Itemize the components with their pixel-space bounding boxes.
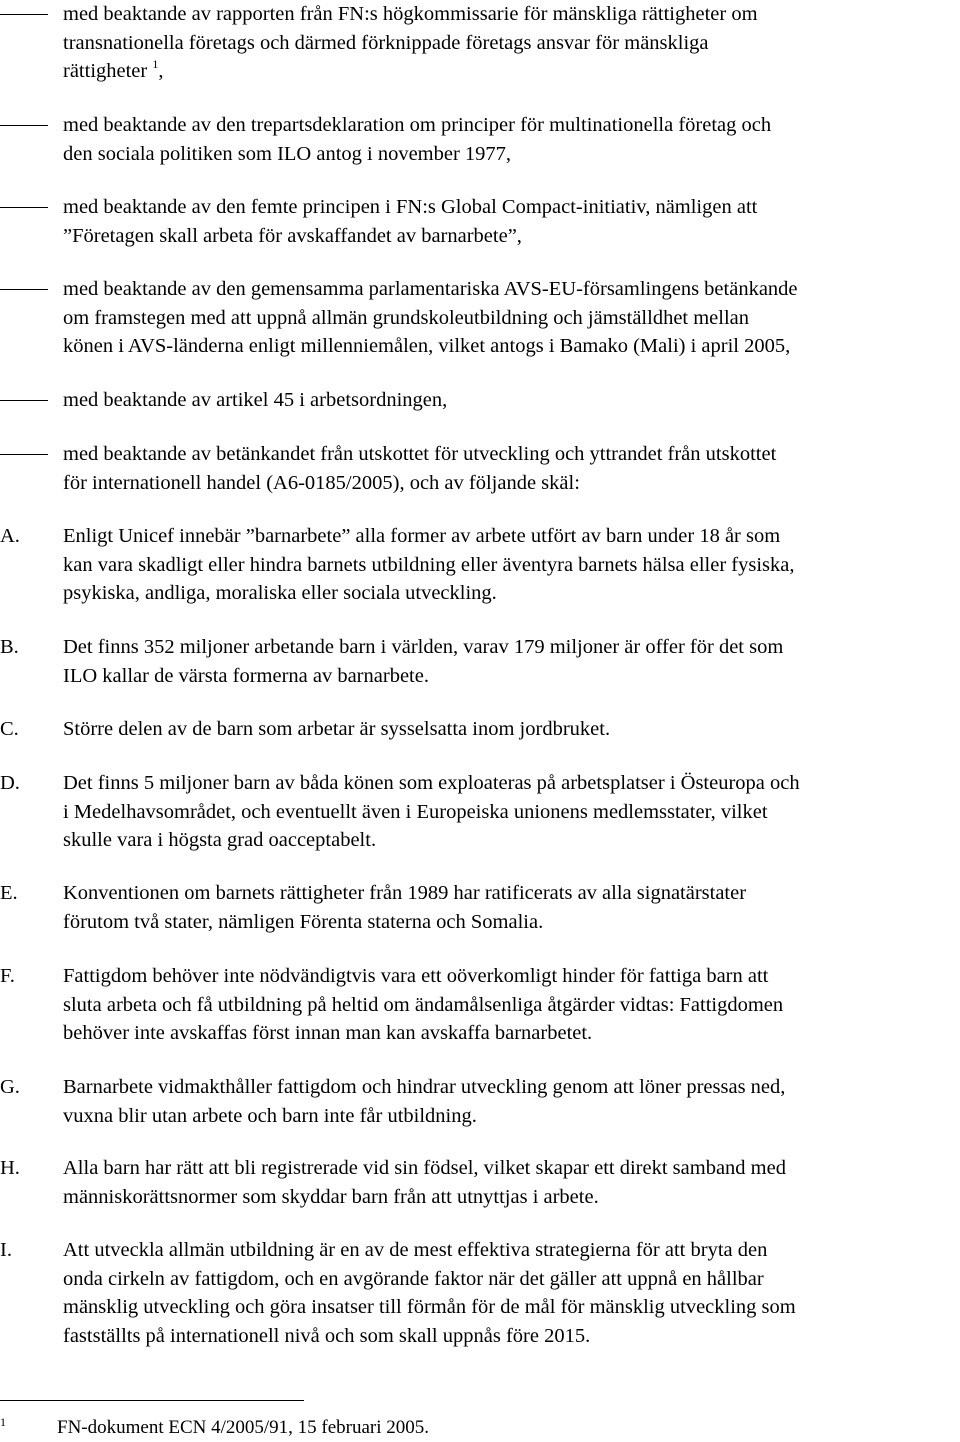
dash-marker [0, 207, 48, 208]
consideration-text: Alla barn har rätt att bli registrerade vid sin födsel, vilket skapar ett direkt samband med människorättsnormer som skyddar barn från att utnyttjas i arbete. [63, 1157, 786, 1208]
consideration-letter: I. [0, 1239, 12, 1261]
recital-text: med beaktande av den trepartsdeklaration om principer för multinationella företag och den sociala politiken som ILO antog i november 1977, [63, 114, 772, 165]
consideration-text: Större delen av de barn som arbetar är sysselsatta inom jordbruket. [63, 718, 611, 740]
consideration-letter: D. [0, 772, 20, 794]
dash-marker [0, 400, 48, 401]
consideration-letter: G. [0, 1076, 20, 1098]
consideration-letter: H. [0, 1157, 20, 1179]
consideration-text: Fattigdom behöver inte nödvändigtvis vara ett oöverkomligt hinder för fattiga barn att sluta arbeta och få utbildning på heltid om ändamålsenliga åtgärder vidtas: Fattigdomen behöver inte avskaffas först innan man kan avskaffa barnarbetet. [63, 965, 784, 1044]
recital-text: med beaktande av den gemensamma parlamentariska AVS-EU-församlingens betänkande om framstegen med att uppnå allmän grundskoleutbildning och jämställdhet mellan könen i AVS-länderna enligt millenniemålen, vilket antogs i Bamako (Mali) i april 2005, [63, 278, 798, 357]
dash-marker [0, 289, 48, 290]
recital-text: med beaktande av artikel 45 i arbetsordningen, [63, 389, 448, 411]
consideration-letter: E. [0, 882, 18, 904]
consideration-text: Att utveckla allmän utbildning är en av de mest effektiva strategierna för att bryta den onda cirkeln av fattigdom, och en avgörande faktor när det gäller att uppnå en hållbar mänsklig utveckling och göra insatser till förmån för de mål för mänsklig utveckling som fastställts på internationell nivå och som skall uppnås före 2015. [63, 1239, 796, 1347]
dash-marker [0, 454, 48, 455]
recital-text: med beaktande av den femte principen i FN:s Global Compact-initiativ, nämligen att ”Företagen skall arbeta för avskaffandet av barnarbete”, [63, 196, 758, 247]
consideration-letter: A. [0, 525, 20, 547]
footnote-text: FN-dokument ECN 4/2005/91, 15 februari 2005. [57, 1417, 430, 1438]
footnote-number: 1 [0, 1415, 6, 1429]
consideration-text: Det finns 352 miljoner arbetande barn i världen, varav 179 miljoner är offer för det som ILO kallar de värsta formerna av barnarbete. [63, 636, 784, 687]
consideration-letter: C. [0, 718, 19, 740]
consideration-letter: F. [0, 965, 15, 987]
consideration-letter: B. [0, 636, 19, 658]
consideration-text: Konventionen om barnets rättigheter från 1989 har ratificerats av alla signatärstater förutom två stater, nämligen Förenta staterna och Somalia. [63, 882, 747, 933]
recital-text: med beaktande av betänkandet från utskottet för utveckling och yttrandet från utskottet för internationell handel (A6-0185/2005), och av följande skäl: [63, 443, 777, 494]
consideration-text: Enligt Unicef innebär ”barnarbete” alla former av arbete utfört av barn under 18 år som kan vara skadligt eller hindra barnets utbildning eller äventyra barnets hälsa eller fysiska, psykiska, andliga, moraliska eller sociala utveckling. [63, 525, 795, 604]
footnote-reference[interactable]: 1 [152, 57, 159, 71]
consideration-text: Barnarbete vidmakthåller fattigdom och hindrar utveckling genom att löner pressas ned, vuxna blir utan arbete och barn inte får utbildning. [63, 1076, 786, 1127]
consideration-text: Det finns 5 miljoner barn av båda könen som exploateras på arbetsplatser i Östeuropa och i Medelhavsområdet, och eventuellt även i Europeiska unionens medlemsstater, vilket skulle vara i högsta grad oacceptabelt. [63, 772, 800, 851]
footnote-separator [0, 1400, 304, 1401]
recital-text: med beaktande av rapporten från FN:s högkommissarie för mänskliga rättigheter om transnationella företags och därmed förknippade företags ansvar för mänskliga rättigheter $^1$, [63, 3, 758, 82]
dash-marker [0, 14, 48, 15]
dash-marker [0, 125, 48, 126]
